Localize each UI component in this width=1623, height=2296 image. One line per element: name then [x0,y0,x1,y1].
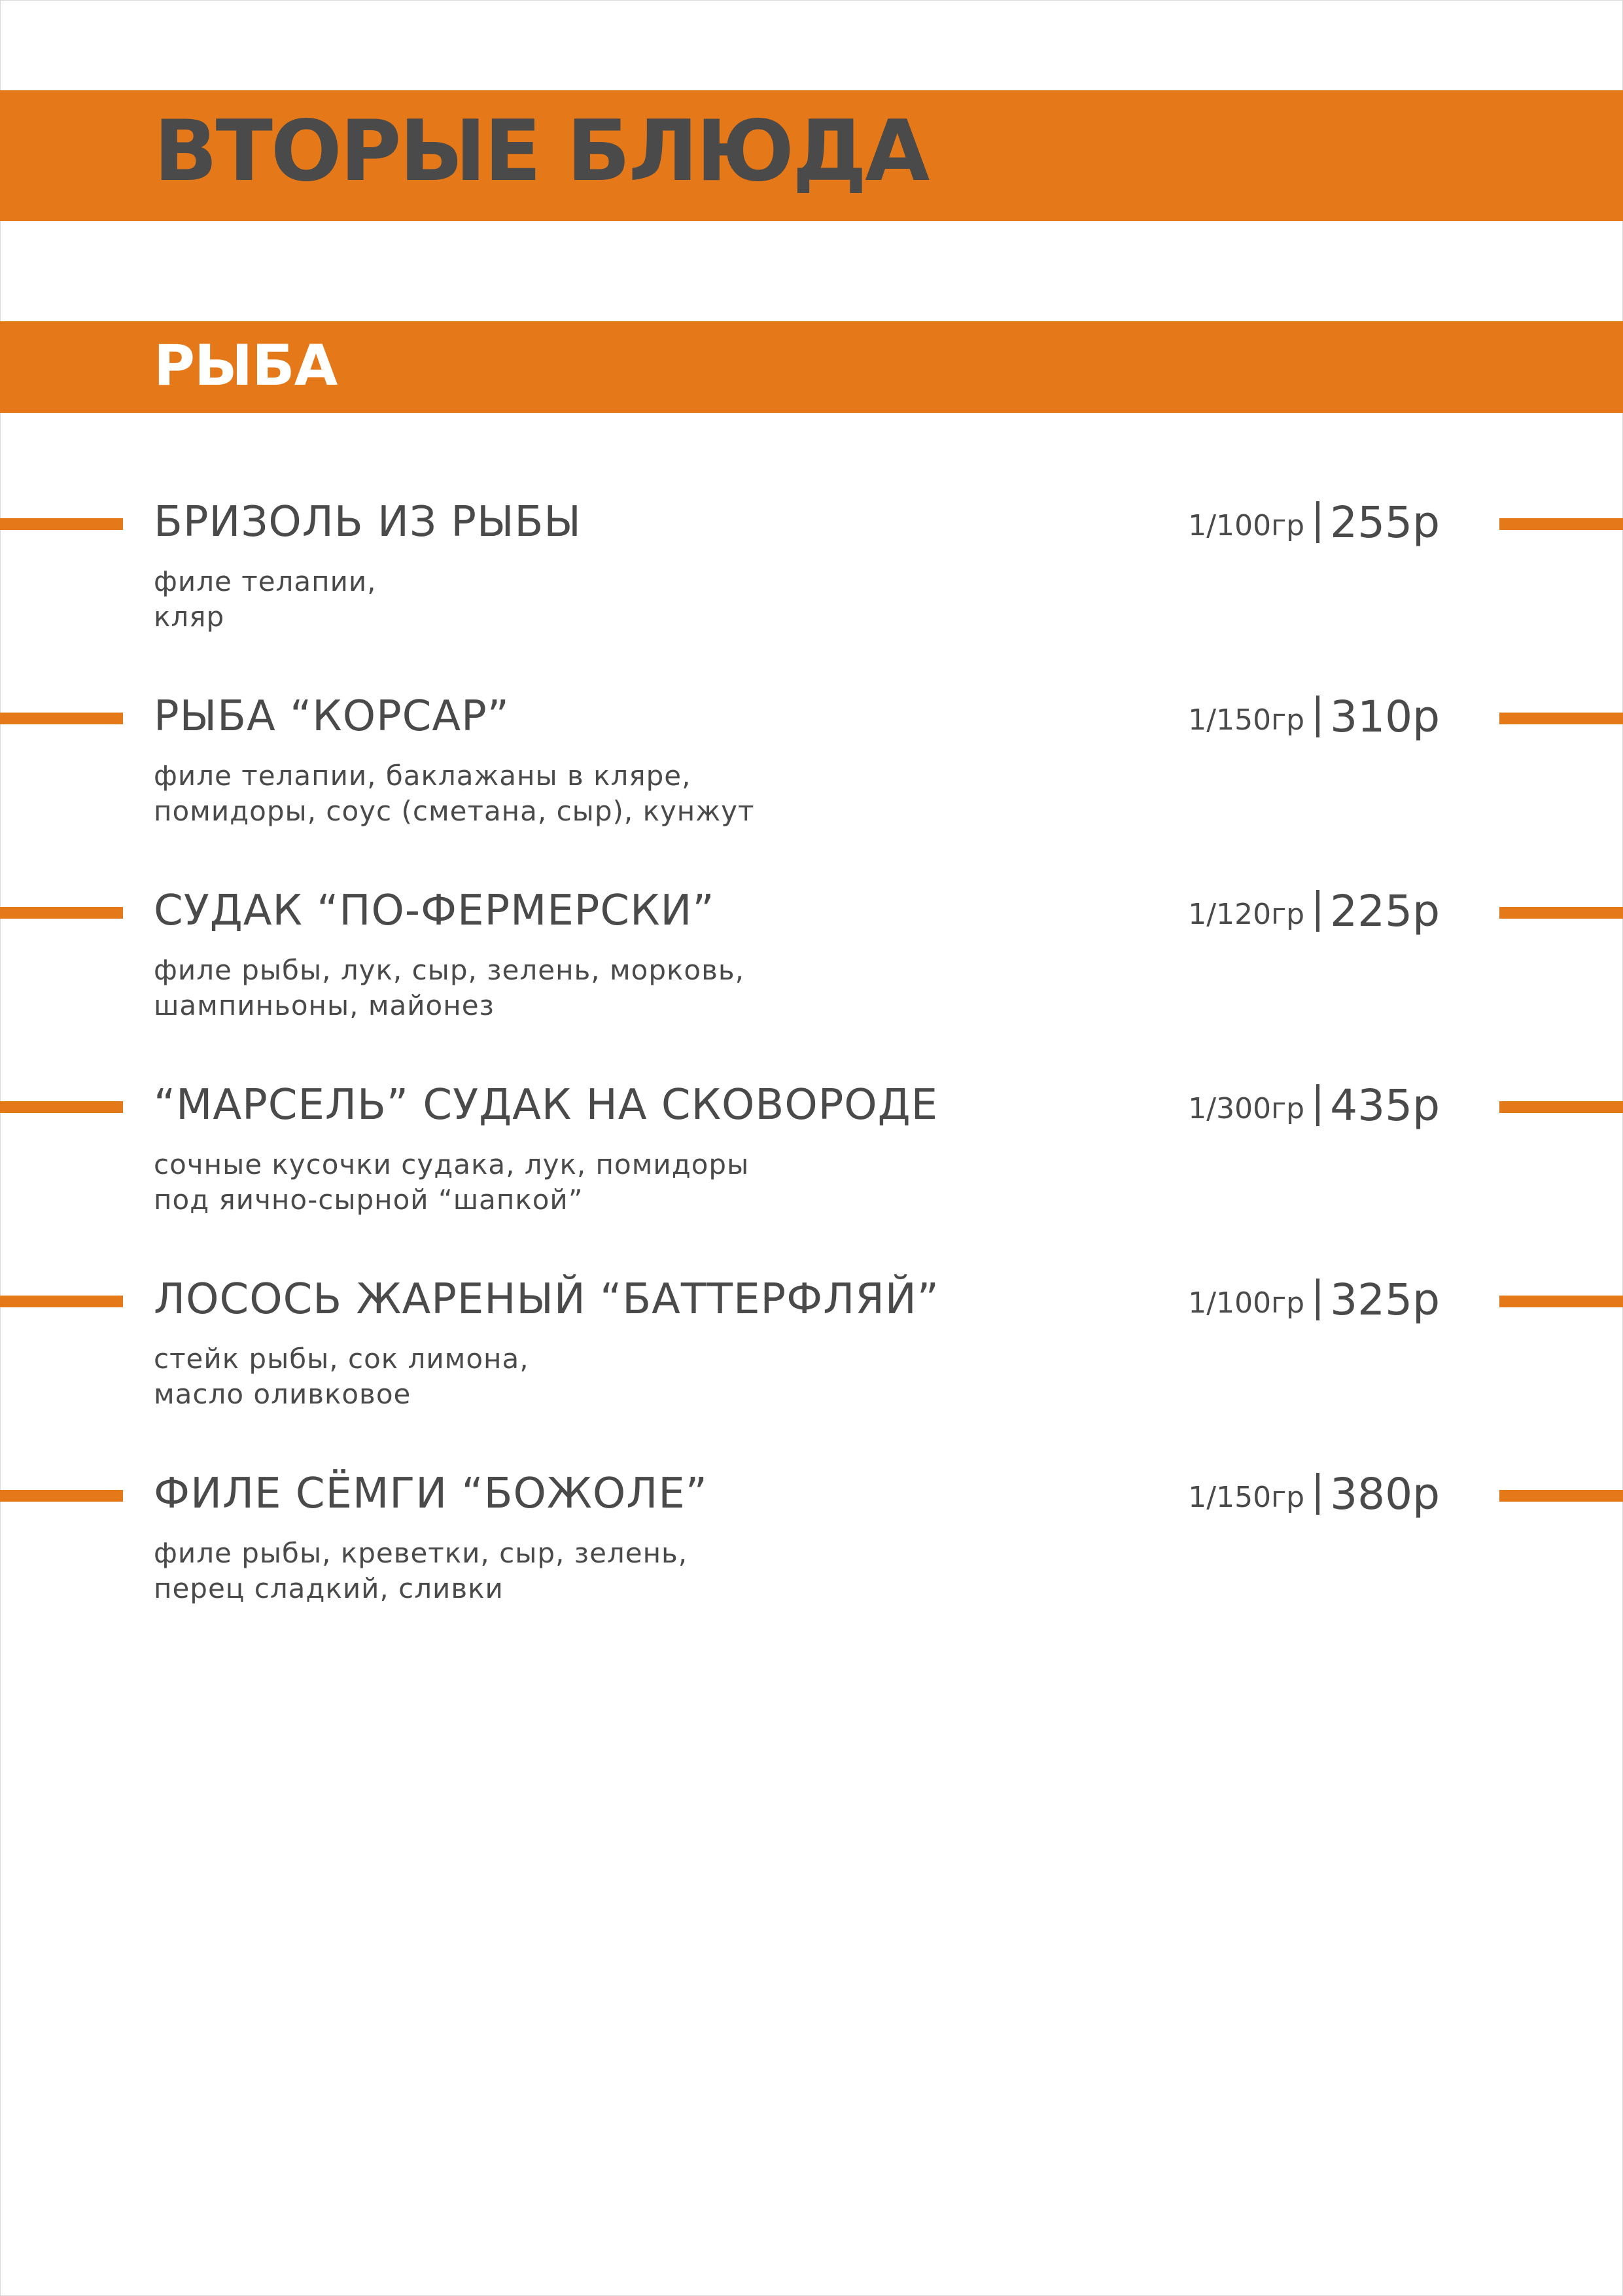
item-name: СУДАК “ПО-ФЕРМЕРСКИ” [154,887,715,935]
item-portion: 1/100гр [1188,508,1305,542]
item-description-line: сочные кусочки судака, лук, помидоры [154,1148,750,1180]
accent-bar-left [0,1296,123,1307]
accent-bar-right [1499,713,1623,724]
item-description [154,1147,1200,1218]
item-name: ФИЛЕ СЁМГИ “БОЖОЛЕ” [154,1470,708,1518]
menu-item [0,879,1623,1050]
item-description-line: кляр [154,601,225,633]
item-price-block [1188,879,1440,942]
item-description [154,1536,1200,1606]
menu-item [0,491,1623,661]
item-description [154,953,1200,1023]
price-separator [1316,1473,1319,1515]
item-name: “МАРСЕЛЬ” СУДАК НА СКОВОРОДЕ [154,1081,939,1129]
item-price: 380р [1330,1468,1440,1519]
item-name: БРИЗОЛЬ ИЗ РЫБЫ [154,498,582,546]
item-description-line: филе телапии, [154,565,377,597]
accent-bar-right [1499,1101,1623,1113]
accent-bar-left [0,907,123,919]
price-separator [1316,1279,1319,1320]
price-separator [1316,890,1319,932]
item-portion: 1/150гр [1188,1480,1305,1514]
item-price: 225р [1330,885,1440,936]
item-name: РЫБА “КОРСАР” [154,692,510,741]
item-price-block [1188,1462,1440,1525]
item-description-line: филе рыбы, лук, сыр, зелень, морковь, [154,954,744,986]
item-description-line: филе рыбы, креветки, сыр, зелень, [154,1537,688,1569]
menu-item [0,1268,1623,1438]
item-description-line: под яично-сырной “шапкой” [154,1184,584,1216]
item-description-line: шампиньоны, майонез [154,989,495,1021]
item-price: 435р [1330,1080,1440,1131]
item-price: 325р [1330,1274,1440,1325]
item-description [154,1341,1200,1412]
accent-bar-right [1499,907,1623,919]
menu-item [0,685,1623,855]
item-portion: 1/100гр [1188,1286,1305,1320]
item-description-line: перец сладкий, сливки [154,1572,504,1604]
item-description-line: стейк рыбы, сок лимона, [154,1343,529,1375]
item-description-line: филе телапии, баклажаны в кляре, [154,760,691,792]
accent-bar-right [1499,518,1623,530]
item-price-block [1188,491,1440,554]
price-separator [1316,696,1319,737]
item-description-line: помидоры, соус (сметана, сыр), кунжут [154,795,755,827]
item-portion: 1/300гр [1188,1091,1305,1125]
menu-item [0,1074,1623,1244]
page-title: ВТОРЫЕ БЛЮДА [154,103,928,200]
price-separator [1316,1084,1319,1126]
accent-bar-left [0,518,123,530]
item-description-line: масло оливковое [154,1378,411,1410]
item-portion: 1/120гр [1188,897,1305,931]
accent-bar-right [1499,1490,1623,1502]
accent-bar-left [0,1101,123,1113]
accent-bar-left [0,1490,123,1502]
item-description [154,564,1200,635]
price-separator [1316,501,1319,543]
accent-bar-right [1499,1296,1623,1307]
item-price: 310р [1330,691,1440,742]
item-description [154,758,1200,829]
item-price-block [1188,1268,1440,1331]
item-price-block [1188,1074,1440,1137]
item-portion: 1/150гр [1188,703,1305,737]
accent-bar-left [0,713,123,724]
section-title: РЫБА [154,333,338,398]
item-name: ЛОСОСЬ ЖАРЕНЫЙ “БАТТЕРФЛЯЙ” [154,1275,939,1324]
menu-item [0,1462,1623,1633]
item-price-block [1188,685,1440,748]
item-price: 255р [1330,497,1440,548]
